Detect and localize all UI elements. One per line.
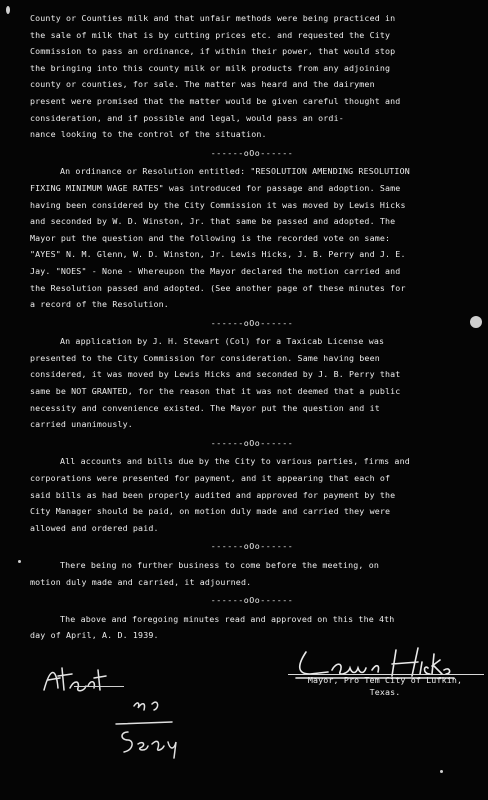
text-line: county or counties, for sale. The matter was heard and the dairymen — [30, 79, 375, 90]
text-line: All accounts and bills due by the City to various parties, firms and — [60, 456, 410, 467]
mayor-title — [280, 674, 488, 698]
paragraph-taxicab-license — [30, 333, 474, 433]
section-separator: ------oOo------ — [210, 595, 294, 606]
mayor-signature-rule — [288, 674, 484, 675]
text-line: necessity and convenience existed. The Mayor put the question and it — [30, 402, 380, 413]
mayor-title-line1: Mayor, Pro Tem City of Lufkin, — [307, 674, 463, 685]
text-line: allowed and ordered paid. — [30, 522, 159, 533]
section-separator: ------oOo------ — [210, 541, 294, 552]
section-separator: ------oOo------ — [210, 437, 294, 448]
text-line: day of April, A. D. 1939. — [30, 630, 159, 641]
section-separator: ------oOo------ — [210, 317, 294, 328]
text-line: present were promised that the matter would be given careful thought and — [30, 95, 401, 106]
paragraph-adjournment — [30, 557, 474, 590]
text-line: Jay. "NOES" - None - Whereupon the Mayor declared the motion carried and — [30, 265, 401, 276]
text-line: considered, it was moved by Lewis Hicks and seconded by J. B. Perry that — [30, 369, 401, 380]
text-line: nance looking to the control of the situation. — [30, 129, 267, 140]
text-line: The above and foregoing minutes read and approved on this the 4th — [60, 613, 395, 624]
attest-rule — [74, 686, 124, 687]
text-line: carried unanimously. — [30, 419, 133, 430]
text-line: An application by J. H. Stewart (Col) for a Taxicab License was — [60, 336, 385, 347]
text-line: Commission to pass an ordinance, if within their power, that would stop — [30, 46, 396, 57]
text-line: having been considered by the City Commission it was moved by Lewis Hicks — [30, 199, 406, 210]
scan-speck — [18, 560, 21, 563]
text-line: and seconded by W. D. Winston, Jr. that same be passed and adopted. The — [30, 216, 396, 227]
text-line: presented to the City Commission for consideration. Same having been — [30, 352, 380, 363]
scan-speck — [440, 770, 443, 773]
signature-block — [30, 648, 474, 768]
text-line: FIXING MINIMUM WAGE RATES" was introduced for passage and adoption. Same — [30, 182, 401, 193]
section-separator: ------oOo------ — [210, 147, 294, 158]
paragraph-wage-resolution — [30, 163, 474, 312]
text-line: the sale of milk that is by cutting prices etc. and requested the City — [30, 29, 391, 40]
scan-speck — [470, 316, 482, 328]
attest-signature — [40, 662, 110, 698]
text-line: the Resolution passed and adopted. (See another page of these minutes for — [30, 282, 406, 293]
text-line: Mayor put the question and the following is the recorded vote on same: — [30, 232, 391, 243]
text-line: County or Counties milk and that unfair methods were being practiced in — [30, 13, 396, 23]
paragraph-accounts-bills — [30, 453, 474, 536]
paragraph-milk-ordinance — [30, 10, 474, 143]
text-line: same be NOT GRANTED, for the reason that it was not deemed that a public — [30, 386, 401, 397]
mayor-title-line2: Texas. — [369, 686, 401, 697]
scan-speck — [6, 6, 10, 14]
text-line: the bringing into this county milk or milk products from any adjoining — [30, 62, 391, 73]
text-line: "AYES" N. M. Glenn, W. D. Winston, Jr. Lewis Hicks, J. B. Perry and J. E. — [30, 249, 406, 260]
paragraph-approval — [30, 611, 474, 644]
text-line: said bills as had been properly audited and approved for payment by the — [30, 489, 396, 500]
text-line: corporations were presented for payment, and it appearing that each of — [30, 473, 391, 484]
secretary-signature — [112, 690, 192, 760]
text-line: City Manager should be paid, on motion duly made and carried they were — [30, 506, 391, 517]
text-line: There being no further business to come before the meeting, on — [60, 560, 379, 570]
text-line: a record of the Resolution. — [30, 299, 169, 310]
text-line: motion duly made and carried, it adjourned. — [30, 576, 252, 587]
text-line: consideration, and if possible and legal, would pass an ordi- — [30, 112, 344, 123]
text-line: An ordinance or Resolution entitled: "RESOLUTION AMENDING RESOLUTION — [60, 166, 410, 177]
